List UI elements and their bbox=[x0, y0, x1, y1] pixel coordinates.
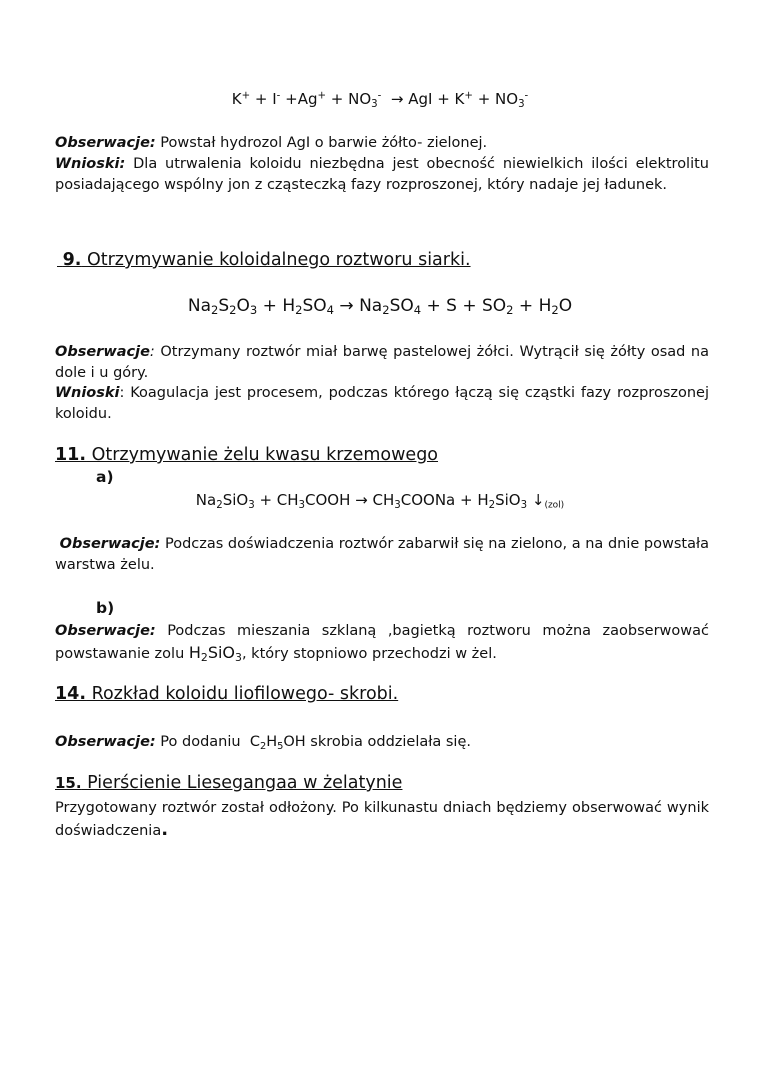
eq-sub: 3 bbox=[394, 499, 401, 511]
formula-sub: 3 bbox=[235, 651, 242, 665]
eq-term: Na bbox=[195, 491, 217, 509]
conclusion-label: Wnioski: bbox=[55, 156, 126, 172]
eq-term: + S + SO bbox=[421, 296, 507, 316]
eq-sub: 3 bbox=[371, 98, 378, 110]
observation-text: Podczas doświadczenia roztwór zabarwił się na zielono, a na dnie powstała warstwa żelu. bbox=[55, 536, 709, 573]
equation-agi bbox=[0, 90, 760, 108]
eq-term: O bbox=[558, 296, 573, 316]
formula-sub: 5 bbox=[277, 740, 284, 752]
section-heading-11 bbox=[55, 445, 438, 465]
section-title: Otrzymywanie koloidalnego roztworu siarki. bbox=[81, 250, 471, 270]
eq-term: S bbox=[218, 296, 230, 316]
observation-block bbox=[55, 534, 709, 575]
observation-label: Obserwacje: bbox=[55, 135, 156, 151]
paragraph-dot: . bbox=[161, 819, 169, 840]
eq-sup: + bbox=[464, 90, 473, 102]
formula-part: SiO bbox=[207, 643, 236, 662]
formula-sub: 2 bbox=[259, 740, 267, 752]
formula-part: H bbox=[266, 734, 278, 750]
observation-text: Podczas mieszania szklaną ,bagietką roztworu można zaobserwować powstawanie zolu bbox=[55, 623, 709, 662]
section-number: 15. bbox=[55, 774, 82, 792]
observation-label: Obserwacje: bbox=[55, 734, 156, 750]
eq-term: K bbox=[231, 90, 242, 108]
eq-sub: 3 bbox=[298, 499, 306, 511]
eq-sub: 2 bbox=[551, 303, 559, 318]
conclusion-block bbox=[55, 383, 709, 424]
observation-text: Po dodaniu bbox=[155, 734, 246, 750]
observation-label: Obserwacje: bbox=[59, 536, 161, 552]
observation-label: Obserwacje: bbox=[55, 623, 156, 639]
eq-sub: 2 bbox=[382, 303, 390, 318]
eq-term: COOH → CH bbox=[305, 491, 395, 509]
paragraph-text: Przygotowany roztwór został odłożony. Po kilkunastu dniach będziemy obserwować wynik doświadczenia bbox=[55, 800, 709, 839]
conclusion-text: : Koagulacja jest procesem, podczas którego łączą się cząstki fazy rozproszonej koloidu. bbox=[55, 385, 709, 422]
observation-text: skrobia oddzielała się. bbox=[305, 734, 471, 750]
eq-sub: 2 bbox=[211, 303, 219, 318]
eq-term: → Na bbox=[334, 296, 383, 316]
part-a-label: a) bbox=[96, 468, 114, 486]
eq-sup: - bbox=[524, 90, 529, 102]
part-b-label: b) bbox=[96, 599, 115, 617]
formula-h2sio3 bbox=[188, 643, 242, 665]
eq-term: + H bbox=[513, 296, 552, 316]
conclusion-block bbox=[55, 154, 709, 195]
observation-text: Otrzymany roztwór miał barwę pastelowej żółci. Wytrącił się żółty osad na dole i u góry. bbox=[55, 344, 709, 381]
section-number: 9. bbox=[62, 250, 82, 270]
formula-part: H bbox=[188, 643, 201, 662]
eq-term: → AgI + K bbox=[381, 90, 465, 108]
observation-colon: : bbox=[149, 344, 155, 360]
eq-term: SiO bbox=[222, 491, 249, 509]
eq-sub: 2 bbox=[216, 499, 223, 511]
section-heading-9 bbox=[57, 250, 471, 270]
eq-term: + NO bbox=[326, 90, 372, 108]
eq-sub: (zol) bbox=[544, 500, 565, 511]
eq-term: Na bbox=[187, 296, 212, 316]
eq-sup: + bbox=[317, 90, 327, 102]
observation-block bbox=[55, 133, 709, 154]
eq-sub: 4 bbox=[413, 303, 422, 318]
conclusion-text: Dla utrwalenia koloidu niezbędna jest obecność niewielkich ilości elektrolitu posiadającego wspólny jon z cząsteczką fazy rozproszonej, który nadaje jej ładunek. bbox=[55, 156, 709, 193]
section-title: Rozkład koloidu liofilowego- skrobi. bbox=[86, 684, 399, 704]
formula-ethanol bbox=[250, 734, 306, 750]
eq-term: SO bbox=[389, 296, 414, 316]
eq-sub: 2 bbox=[229, 303, 237, 318]
eq-term: O bbox=[236, 296, 250, 316]
eq-term: SO bbox=[302, 296, 327, 316]
observation-text: Powstał hydrozol AgI o barwie żółto- zielonej. bbox=[155, 135, 488, 151]
section-number: 11. bbox=[55, 445, 87, 465]
equation-sulfur bbox=[0, 296, 760, 316]
eq-sub: 2 bbox=[295, 303, 303, 318]
eq-sub: 3 bbox=[249, 303, 258, 318]
eq-sub: 3 bbox=[518, 98, 525, 110]
eq-term: + I bbox=[250, 90, 277, 108]
section-number: 14. bbox=[55, 684, 87, 704]
eq-term: + NO bbox=[472, 90, 519, 108]
observation-block bbox=[55, 732, 709, 753]
formula-part: OH bbox=[283, 734, 306, 750]
eq-sub: 3 bbox=[520, 499, 528, 511]
eq-sup: + bbox=[241, 90, 251, 102]
equation-silicic bbox=[0, 491, 760, 509]
section-title: Otrzymywanie żelu kwasu krzemowego bbox=[86, 445, 439, 465]
eq-sub: 2 bbox=[488, 499, 496, 511]
conclusion-label: Wnioski bbox=[55, 385, 120, 401]
eq-sup: - bbox=[276, 90, 281, 102]
observation-block bbox=[55, 342, 709, 383]
eq-term: COONa + H bbox=[400, 491, 489, 509]
formula-sub: 2 bbox=[200, 651, 208, 665]
eq-sub: 4 bbox=[326, 303, 335, 318]
observation-block bbox=[55, 620, 709, 665]
formula-part: C bbox=[249, 734, 260, 750]
eq-term: SiO bbox=[495, 491, 521, 509]
eq-term: + CH bbox=[254, 491, 299, 509]
section-heading-14 bbox=[55, 684, 398, 704]
eq-term: + H bbox=[257, 296, 296, 316]
eq-term: +Ag bbox=[280, 90, 318, 108]
section-heading-15 bbox=[55, 773, 402, 793]
eq-term: ↓ bbox=[527, 491, 545, 509]
observation-label: Obserwacje bbox=[55, 344, 150, 360]
observation-text: , który stopniowo przechodzi w żel. bbox=[241, 646, 497, 662]
eq-sub: 3 bbox=[248, 499, 255, 511]
section-title: Pierścienie Liesegangaa w żelatynie bbox=[81, 773, 403, 793]
eq-sub: 2 bbox=[506, 303, 514, 318]
eq-sup: - bbox=[377, 90, 382, 102]
paragraph bbox=[55, 797, 709, 842]
